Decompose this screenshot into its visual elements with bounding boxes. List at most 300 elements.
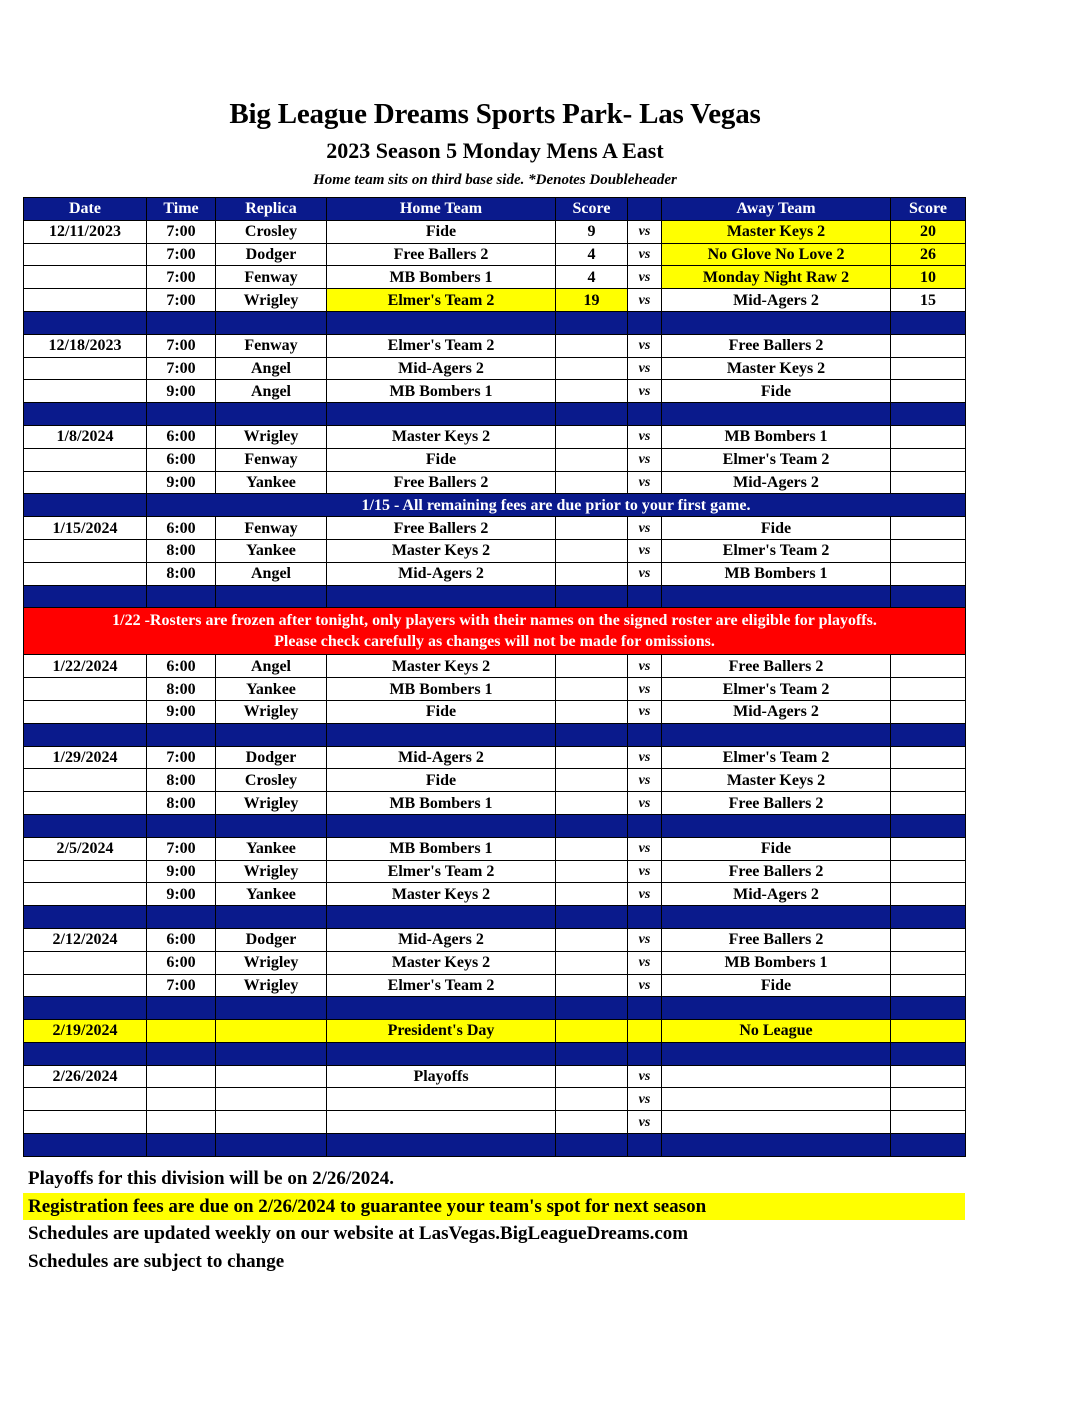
- cell-home-score: [556, 928, 628, 951]
- separator-cell: [891, 311, 966, 334]
- cell-away-score: [891, 517, 966, 540]
- separator-cell: [662, 723, 891, 746]
- cell-home-score: [556, 539, 628, 562]
- column-header-home-team: Home Team: [327, 198, 556, 221]
- cell-home-team: President's Day: [327, 1020, 556, 1043]
- cell-date: [24, 769, 147, 792]
- cell-time: 6:00: [147, 951, 216, 974]
- cell-time: 6:00: [147, 655, 216, 678]
- cell-home-score: [556, 974, 628, 997]
- game-row: [24, 769, 966, 792]
- column-header-time: Time: [147, 198, 216, 221]
- separator-cell: [628, 1134, 662, 1157]
- cell-vs: vs: [628, 220, 662, 243]
- cell-date: [24, 678, 147, 701]
- cell-date: 2/5/2024: [24, 837, 147, 860]
- cell-replica: Wrigley: [216, 289, 327, 312]
- cell-home-team: Mid-Agers 2: [327, 357, 556, 380]
- separator-cell: [662, 1042, 891, 1065]
- separator-cell: [216, 1042, 327, 1065]
- cell-date: [24, 792, 147, 815]
- cell-time: 7:00: [147, 974, 216, 997]
- cell-vs: vs: [628, 678, 662, 701]
- separator-cell: [662, 403, 891, 426]
- cell-away-team: No Glove No Love 2: [662, 243, 891, 266]
- cell-away-team: Elmer's Team 2: [662, 746, 891, 769]
- cell-away-team: Mid-Agers 2: [662, 700, 891, 723]
- cell-home-score: [556, 357, 628, 380]
- cell-vs: vs: [628, 334, 662, 357]
- cell-vs: vs: [628, 928, 662, 951]
- cell-replica: Dodger: [216, 928, 327, 951]
- cell-date: 2/12/2024: [24, 928, 147, 951]
- cell-away-score: [891, 1065, 966, 1088]
- game-row: [24, 334, 966, 357]
- cell-date: [24, 266, 147, 289]
- cell-home-team: [327, 1088, 556, 1111]
- cell-home-score: [556, 746, 628, 769]
- cell-away-team: Free Ballers 2: [662, 860, 891, 883]
- game-row: [24, 860, 966, 883]
- cell-date: 12/11/2023: [24, 220, 147, 243]
- cell-replica: Wrigley: [216, 974, 327, 997]
- cell-vs: vs: [628, 746, 662, 769]
- separator-cell: [216, 723, 327, 746]
- separator-cell: [216, 997, 327, 1020]
- separator-row: [24, 403, 966, 426]
- cell-vs: vs: [628, 539, 662, 562]
- separator-cell: [891, 814, 966, 837]
- cell-home-score: 4: [556, 243, 628, 266]
- alert-cell: [24, 608, 966, 655]
- cell-replica: Angel: [216, 357, 327, 380]
- cell-date: [24, 700, 147, 723]
- cell-vs: vs: [628, 562, 662, 585]
- footer-line: Registration fees are due on 2/26/2024 to guarantee your team's spot for next season: [23, 1193, 965, 1221]
- cell-home-score: 4: [556, 266, 628, 289]
- game-row: [24, 951, 966, 974]
- cell-date: [24, 860, 147, 883]
- cell-vs: vs: [628, 357, 662, 380]
- cell-away-score: [891, 539, 966, 562]
- cell-away-score: 10: [891, 266, 966, 289]
- cell-replica: Yankee: [216, 837, 327, 860]
- cell-away-team: Free Ballers 2: [662, 928, 891, 951]
- cell-time: 6:00: [147, 448, 216, 471]
- cell-time: [147, 1020, 216, 1043]
- cell-time: [147, 1065, 216, 1088]
- cell-vs: vs: [628, 837, 662, 860]
- column-header-away-team: Away Team: [662, 198, 891, 221]
- cell-away-team: [662, 1088, 891, 1111]
- separator-cell: [24, 311, 147, 334]
- table-header-row: [24, 198, 966, 221]
- separator-cell: [556, 311, 628, 334]
- cell-replica: Angel: [216, 655, 327, 678]
- separator-cell: [662, 1134, 891, 1157]
- cell-time: 9:00: [147, 883, 216, 906]
- cell-date: [24, 471, 147, 494]
- cell-home-team: Mid-Agers 2: [327, 746, 556, 769]
- cell-away-team: Fide: [662, 837, 891, 860]
- separator-cell: [327, 814, 556, 837]
- cell-vs: vs: [628, 517, 662, 540]
- cell-replica: Yankee: [216, 539, 327, 562]
- cell-date: 1/15/2024: [24, 517, 147, 540]
- cell-time: 7:00: [147, 837, 216, 860]
- cell-home-score: 19: [556, 289, 628, 312]
- cell-replica: Wrigley: [216, 700, 327, 723]
- cell-date: [24, 1111, 147, 1134]
- separator-cell: [891, 906, 966, 929]
- cell-replica: Angel: [216, 562, 327, 585]
- separator-cell: [556, 814, 628, 837]
- game-row: [24, 243, 966, 266]
- cell-home-team: [327, 1111, 556, 1134]
- cell-away-score: [891, 425, 966, 448]
- cell-replica: Fenway: [216, 448, 327, 471]
- cell-replica: Angel: [216, 380, 327, 403]
- cell-replica: Fenway: [216, 266, 327, 289]
- separator-cell: [24, 723, 147, 746]
- separator-cell: [147, 585, 216, 608]
- alert-row: [24, 608, 966, 655]
- cell-away-score: [891, 380, 966, 403]
- game-row: [24, 700, 966, 723]
- cell-away-team: Master Keys 2: [662, 220, 891, 243]
- cell-away-team: MB Bombers 1: [662, 951, 891, 974]
- cell-replica: Wrigley: [216, 792, 327, 815]
- cell-home-team: MB Bombers 1: [327, 837, 556, 860]
- cell-home-team: Fide: [327, 448, 556, 471]
- cell-away-score: [891, 928, 966, 951]
- alert-line-2: Please check carefully as changes will not be made for omissions.: [274, 633, 715, 651]
- cell-away-team: Free Ballers 2: [662, 792, 891, 815]
- cell-home-score: [556, 860, 628, 883]
- separator-row: [24, 585, 966, 608]
- separator-row: [24, 1042, 966, 1065]
- separator-cell: [891, 1134, 966, 1157]
- cell-replica: Dodger: [216, 243, 327, 266]
- cell-home-score: [556, 562, 628, 585]
- separator-cell: [327, 311, 556, 334]
- game-row: [24, 380, 966, 403]
- cell-replica: Fenway: [216, 517, 327, 540]
- cell-vs: vs: [628, 266, 662, 289]
- cell-vs: vs: [628, 792, 662, 815]
- column-header-vs: [628, 198, 662, 221]
- separator-cell: [556, 403, 628, 426]
- cell-home-team: Elmer's Team 2: [327, 974, 556, 997]
- cell-vs: vs: [628, 380, 662, 403]
- cell-away-team: Mid-Agers 2: [662, 471, 891, 494]
- cell-vs: vs: [628, 471, 662, 494]
- cell-away-score: [891, 769, 966, 792]
- footer-line: Playoffs for this division will be on 2/26/2024.: [28, 1168, 394, 1189]
- cell-date: [24, 448, 147, 471]
- cell-replica: Yankee: [216, 678, 327, 701]
- cell-time: 6:00: [147, 425, 216, 448]
- cell-away-team: Monday Night Raw 2: [662, 266, 891, 289]
- separator-cell: [24, 814, 147, 837]
- separator-cell: [147, 906, 216, 929]
- separator-cell: [147, 814, 216, 837]
- cell-away-score: [891, 471, 966, 494]
- cell-time: 7:00: [147, 220, 216, 243]
- separator-cell: [628, 311, 662, 334]
- cell-away-score: [891, 1111, 966, 1134]
- separator-cell: [628, 585, 662, 608]
- footer-notes: [23, 1165, 965, 1275]
- cell-date: 1/29/2024: [24, 746, 147, 769]
- cell-time: 7:00: [147, 334, 216, 357]
- game-row: [24, 1088, 966, 1111]
- cell-away-score: [891, 357, 966, 380]
- game-row: [24, 746, 966, 769]
- column-header-date: Date: [24, 198, 147, 221]
- cell-vs: vs: [628, 951, 662, 974]
- separator-cell: [147, 723, 216, 746]
- game-row: [24, 1111, 966, 1134]
- cell-away-score: [891, 655, 966, 678]
- separator-cell: [24, 494, 147, 517]
- cell-vs: vs: [628, 425, 662, 448]
- alert-line-1: 1/22 -Rosters are frozen after tonight, only players with their names on the signed roster are eligible for playoffs.: [112, 612, 877, 630]
- separator-cell: [556, 585, 628, 608]
- cell-replica: Wrigley: [216, 951, 327, 974]
- cell-replica: Dodger: [216, 746, 327, 769]
- cell-home-team: MB Bombers 1: [327, 266, 556, 289]
- cell-date: [24, 951, 147, 974]
- game-row: [24, 792, 966, 815]
- cell-date: [24, 883, 147, 906]
- separator-row: [24, 906, 966, 929]
- cell-date: 1/22/2024: [24, 655, 147, 678]
- cell-replica: [216, 1111, 327, 1134]
- cell-home-score: [556, 1065, 628, 1088]
- cell-home-team: MB Bombers 1: [327, 792, 556, 815]
- cell-vs: vs: [628, 700, 662, 723]
- page-title: Big League Dreams Sports Park- Las Vegas: [229, 98, 761, 130]
- separator-cell: [24, 1042, 147, 1065]
- cell-home-score: 9: [556, 220, 628, 243]
- cell-away-team: Elmer's Team 2: [662, 448, 891, 471]
- cell-replica: Fenway: [216, 334, 327, 357]
- cell-vs: vs: [628, 1065, 662, 1088]
- cell-date: 1/8/2024: [24, 425, 147, 448]
- separator-cell: [891, 1042, 966, 1065]
- schedule-body: [24, 220, 966, 1156]
- cell-time: 7:00: [147, 266, 216, 289]
- cell-vs: vs: [628, 1111, 662, 1134]
- separator-cell: [216, 403, 327, 426]
- cell-home-team: MB Bombers 1: [327, 678, 556, 701]
- cell-home-team: Mid-Agers 2: [327, 928, 556, 951]
- cell-away-team: MB Bombers 1: [662, 562, 891, 585]
- game-row: [24, 974, 966, 997]
- separator-row: [24, 723, 966, 746]
- cell-home-score: [556, 951, 628, 974]
- cell-time: 7:00: [147, 243, 216, 266]
- cell-home-team: Free Ballers 2: [327, 243, 556, 266]
- separator-cell: [556, 1134, 628, 1157]
- cell-vs: vs: [628, 448, 662, 471]
- separator-cell: [327, 997, 556, 1020]
- cell-date: [24, 380, 147, 403]
- separator-cell: [556, 1042, 628, 1065]
- separator-cell: [556, 997, 628, 1020]
- cell-away-score: [891, 562, 966, 585]
- separator-cell: [147, 1042, 216, 1065]
- cell-away-score: 26: [891, 243, 966, 266]
- cell-date: [24, 974, 147, 997]
- cell-home-team: Master Keys 2: [327, 425, 556, 448]
- cell-date: 2/26/2024: [24, 1065, 147, 1088]
- separator-cell: [147, 997, 216, 1020]
- cell-time: 9:00: [147, 380, 216, 403]
- cell-home-team: Master Keys 2: [327, 655, 556, 678]
- separator-cell: [216, 906, 327, 929]
- cell-home-team: Master Keys 2: [327, 539, 556, 562]
- cell-time: 9:00: [147, 700, 216, 723]
- cell-home-team: Free Ballers 2: [327, 471, 556, 494]
- cell-replica: Wrigley: [216, 860, 327, 883]
- cell-replica: Crosley: [216, 769, 327, 792]
- separator-cell: [327, 403, 556, 426]
- separator-cell: [662, 997, 891, 1020]
- cell-away-team: Free Ballers 2: [662, 655, 891, 678]
- column-header-replica: Replica: [216, 198, 327, 221]
- cell-home-team: Mid-Agers 2: [327, 562, 556, 585]
- game-row: [24, 289, 966, 312]
- cell-home-score: [556, 769, 628, 792]
- cell-home-team: MB Bombers 1: [327, 380, 556, 403]
- cell-home-team: Fide: [327, 220, 556, 243]
- cell-away-team: Free Ballers 2: [662, 334, 891, 357]
- game-row: [24, 471, 966, 494]
- cell-away-score: [891, 860, 966, 883]
- cell-away-score: [891, 334, 966, 357]
- separator-cell: [216, 585, 327, 608]
- separator-cell: [891, 723, 966, 746]
- separator-cell: [662, 814, 891, 837]
- page-note: Home team sits on third base side. *Denotes Doubleheader: [313, 172, 677, 188]
- cell-away-team: Fide: [662, 517, 891, 540]
- cell-away-score: 20: [891, 220, 966, 243]
- holiday-row: [24, 1020, 966, 1043]
- cell-date: 2/19/2024: [24, 1020, 147, 1043]
- cell-home-score: [556, 1088, 628, 1111]
- cell-vs: vs: [628, 974, 662, 997]
- footer-line: Schedules are updated weekly on our website at LasVegas.BigLeagueDreams.com: [28, 1223, 689, 1244]
- cell-time: 7:00: [147, 746, 216, 769]
- footer-line: Schedules are subject to change: [28, 1250, 285, 1272]
- game-row: [24, 220, 966, 243]
- cell-date: [24, 357, 147, 380]
- separator-cell: [556, 723, 628, 746]
- cell-home-team: Fide: [327, 700, 556, 723]
- cell-home-score: [556, 678, 628, 701]
- separator-cell: [628, 997, 662, 1020]
- cell-home-team: Playoffs: [327, 1065, 556, 1088]
- cell-date: [24, 243, 147, 266]
- cell-home-team: Fide: [327, 769, 556, 792]
- cell-away-score: [891, 951, 966, 974]
- cell-vs: vs: [628, 769, 662, 792]
- separator-cell: [662, 585, 891, 608]
- cell-away-team: No League: [662, 1020, 891, 1043]
- notice-row: [24, 494, 966, 517]
- separator-cell: [147, 311, 216, 334]
- separator-cell: [628, 906, 662, 929]
- cell-home-score: [556, 448, 628, 471]
- cell-away-team: Fide: [662, 974, 891, 997]
- cell-away-team: Elmer's Team 2: [662, 539, 891, 562]
- game-row: [24, 1065, 966, 1088]
- separator-cell: [147, 1134, 216, 1157]
- cell-home-score: [556, 471, 628, 494]
- separator-cell: [662, 311, 891, 334]
- separator-cell: [24, 403, 147, 426]
- cell-away-score: [891, 883, 966, 906]
- cell-home-score: [556, 1020, 628, 1043]
- game-row: [24, 266, 966, 289]
- separator-cell: [662, 906, 891, 929]
- cell-away-score: [891, 792, 966, 815]
- cell-date: [24, 562, 147, 585]
- cell-replica: Crosley: [216, 220, 327, 243]
- cell-away-score: [891, 746, 966, 769]
- cell-vs: vs: [628, 860, 662, 883]
- cell-away-score: [891, 974, 966, 997]
- cell-home-score: [556, 655, 628, 678]
- cell-away-team: Elmer's Team 2: [662, 678, 891, 701]
- cell-away-score: [891, 700, 966, 723]
- cell-away-team: MB Bombers 1: [662, 425, 891, 448]
- cell-away-score: [891, 1020, 966, 1043]
- separator-cell: [628, 403, 662, 426]
- cell-home-score: [556, 1111, 628, 1134]
- cell-home-score: [556, 334, 628, 357]
- cell-vs: vs: [628, 289, 662, 312]
- cell-time: 7:00: [147, 289, 216, 312]
- cell-time: [147, 1111, 216, 1134]
- schedule-table: [23, 197, 966, 1157]
- cell-replica: [216, 1020, 327, 1043]
- game-row: [24, 883, 966, 906]
- cell-replica: Yankee: [216, 883, 327, 906]
- cell-home-score: [556, 517, 628, 540]
- cell-away-team: Mid-Agers 2: [662, 883, 891, 906]
- game-row: [24, 539, 966, 562]
- cell-time: 7:00: [147, 357, 216, 380]
- cell-date: [24, 1088, 147, 1111]
- game-row: [24, 928, 966, 951]
- cell-date: [24, 289, 147, 312]
- cell-away-team: Mid-Agers 2: [662, 289, 891, 312]
- cell-replica: Wrigley: [216, 425, 327, 448]
- separator-row: [24, 814, 966, 837]
- cell-replica: Yankee: [216, 471, 327, 494]
- cell-away-score: [891, 448, 966, 471]
- cell-time: 8:00: [147, 792, 216, 815]
- game-row: [24, 425, 966, 448]
- cell-away-team: [662, 1111, 891, 1134]
- game-row: [24, 678, 966, 701]
- separator-cell: [891, 403, 966, 426]
- cell-vs: vs: [628, 243, 662, 266]
- cell-away-score: [891, 1088, 966, 1111]
